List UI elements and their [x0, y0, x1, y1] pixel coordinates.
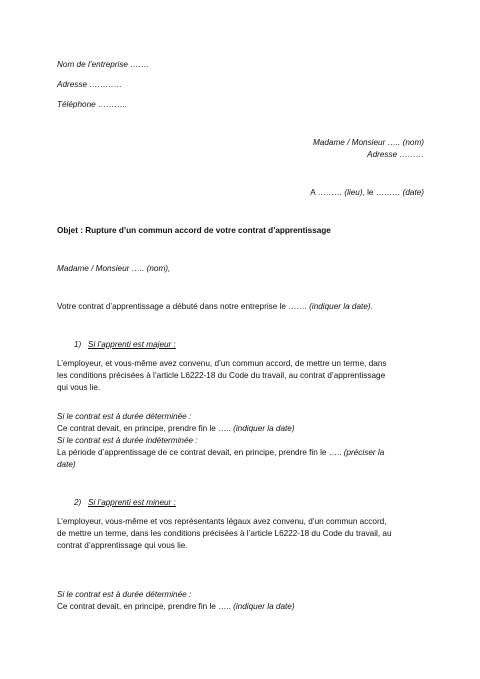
section1-title: Si l’apprenti est majeur :	[88, 340, 176, 349]
section1-open-term-hint-cont: date)	[57, 460, 76, 469]
open-term-hint: (préciser la	[343, 448, 385, 457]
fixed-term-text: Ce contrat devait, en principe, prendre fin le …..	[57, 602, 234, 611]
section2-para-line: contrat d’apprentissage qui vous lie.	[57, 541, 188, 550]
open-term-text: La période d’apprentissage de ce contrat devait, en principe, prendre fin le …..	[57, 448, 344, 457]
intro-end: .	[370, 302, 373, 311]
fixed-term-hint: (indiquer la date)	[233, 424, 295, 433]
section1-fixed-term-line	[57, 423, 295, 435]
section1-number: 1)	[74, 340, 82, 349]
place-hint: (lieu)	[344, 188, 363, 197]
date-middle: , le ………	[362, 188, 403, 197]
section1-para-line: les conditions précisées à l’article L6222-18 du Code du travail, au contrat d’apprentissage	[57, 371, 386, 380]
section2-number: 2)	[74, 498, 82, 507]
place-date	[310, 187, 424, 199]
section1-para-line: qui vous lie.	[57, 383, 101, 392]
section1-fixed-term-heading: Si le contrat est à durée déterminée :	[57, 412, 192, 421]
section1-open-term-line	[57, 447, 384, 459]
section1-para-line: L’employeur, et vous-même avez convenu, d’un commun accord, de mettre un terme, dans	[57, 359, 387, 368]
section2-title: Si l’apprenti est mineur :	[88, 498, 176, 507]
subject-line: Objet : Rupture d’un commun accord de votre contrat d’apprentissage	[57, 226, 331, 235]
section2-fixed-term-heading: Si le contrat est à durée déterminée :	[57, 590, 192, 599]
place-prefix: A ………	[310, 188, 345, 197]
section2-para-line: L’employeur, vous-même et vos représentants légaux avez convenu, d’un commun accord,	[57, 517, 387, 526]
section2-fixed-term-line	[57, 601, 295, 613]
section1-open-term-heading: Si le contrat est à durée indéterminée :	[57, 436, 198, 445]
recipient-address: Adresse ………	[367, 150, 424, 159]
intro-text: Votre contrat d’apprentissage a débuté dans notre entreprise le …….	[57, 302, 310, 311]
recipient-name: Madame / Monsieur ….. (nom)	[312, 138, 424, 147]
date-hint: (date)	[402, 188, 424, 197]
intro-paragraph	[57, 301, 373, 313]
sender-address: Adresse …………	[57, 80, 123, 89]
salutation: Madame / Monsieur ….. (nom),	[57, 264, 171, 273]
sender-company: Nom de l’entreprise …….	[57, 60, 149, 69]
fixed-term-text: Ce contrat devait, en principe, prendre fin le …..	[57, 424, 234, 433]
fixed-term-hint: (indiquer la date)	[233, 602, 295, 611]
section2-para-line: de mettre un terme, dans les conditions précisées à l’article L6222-18 du Code du travail, au	[57, 529, 392, 538]
sender-phone: Téléphone ………..	[57, 100, 128, 109]
intro-hint: (indiquer la date)	[309, 302, 371, 311]
